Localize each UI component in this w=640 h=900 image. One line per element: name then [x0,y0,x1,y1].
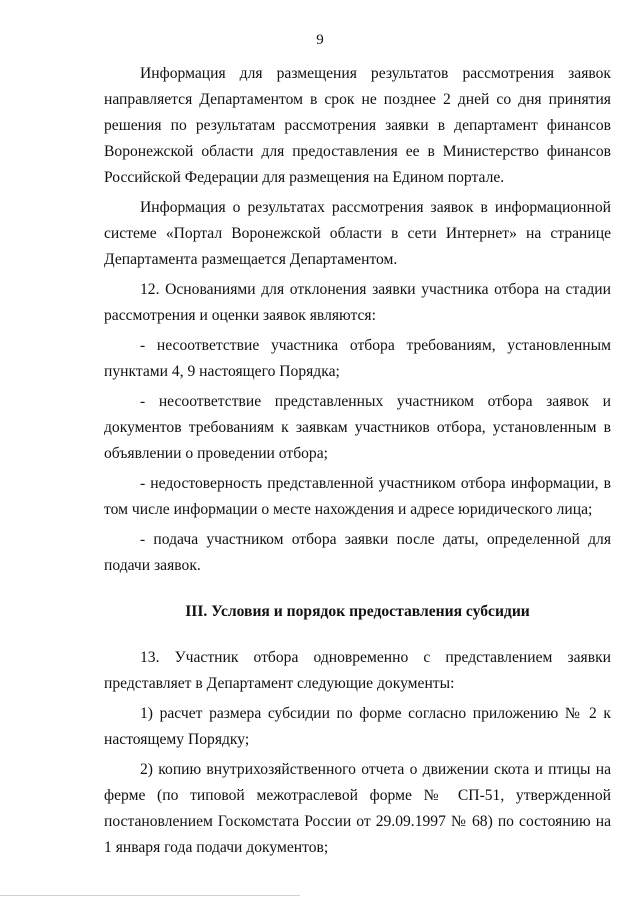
paragraph-info-portal: Информация о результатах рассмотрения заявок в информационной системе «Портал Воронежской области в сети Интернет» на странице Департамента размещается Департаментом. [104,199,611,268]
section-heading: III. Условия и порядок предоставления субсидии [185,603,530,620]
paragraph-info-placement: Информация для размещения результатов рассмотрения заявок направляется Департаментом в срок не позднее 2 дней со дня принятия решения по результатам рассмотрения заявки в департамент финансов Воронежской области для предоставления ее в Министерство финансов Российской Федерации для размещения на Едином портале. [104,65,611,186]
list-item-rejection-3: - недостоверность представленной участником отбора информации, в том числе информации о месте нахождения и адресе юридического лица; [104,475,611,518]
list-item-rejection-1: - несоответствие участника отбора требованиям, установленным пунктами 4, 9 настоящего Порядка; [104,337,611,380]
list-item-rejection-4: - подача участником отбора заявки после даты, определенной для подачи заявок. [104,531,611,574]
paragraph-item-13: 13. Участник отбора одновременно с представлением заявки представляет в Департамент следующие документы: [104,649,611,692]
document-body [104,61,611,865]
page-number: 9 [316,32,324,48]
footer-divider [0,895,300,896]
list-item-document-1: 1) расчет размера субсидии по форме согласно приложению № 2 к настоящему Порядку; [104,705,611,748]
list-item-document-2: 2) копию внутрихозяйственного отчета о движении скота и птицы на ферме (по типовой межотраслевой форме № СП-51, утвержденной постановлением Госкомстата России от 29.09.1997 № 68) по состоянию на 1 января года подачи документов; [104,761,611,856]
list-item-rejection-2: - несоответствие представленных участником отбора заявок и документов требованиям к заявкам участников отбора, установленным в объявлении о проведении отбора; [104,393,611,462]
paragraph-item-12: 12. Основаниями для отклонения заявки участника отбора на стадии рассмотрения и оценки заявок являются: [104,281,611,324]
